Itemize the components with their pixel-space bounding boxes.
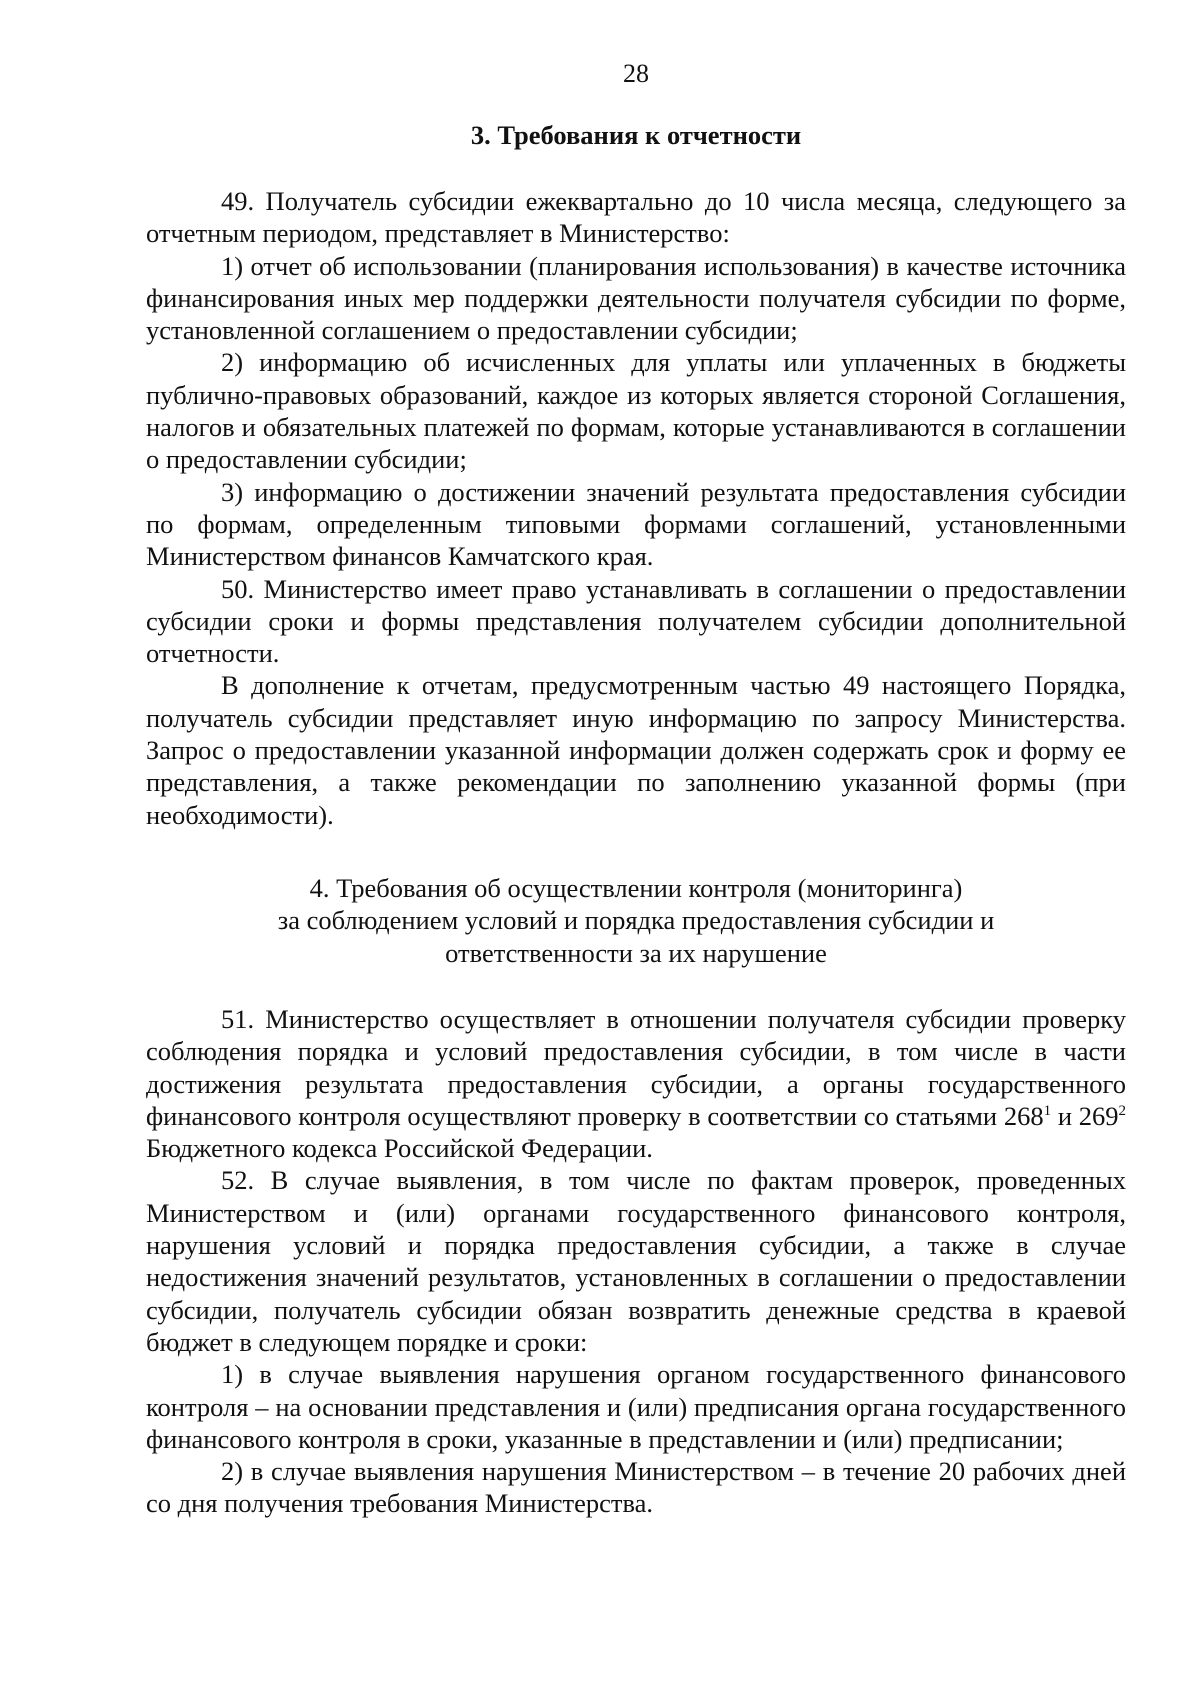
section-4-heading-line-2: за соблюдением условий и порядка предоставления субсидии и xyxy=(277,905,995,936)
paragraph-49-item-2: 2) информацию об исчисленных для уплаты или уплаченных в бюджеты публично-правовых образований, каждое из которых является стороной Соглашения, налогов и обязательных платежей по формам, которые устанавливаются в соглашении о предоставлении субсидии; xyxy=(146,347,1126,475)
paragraph-49: 49. Получатель субсидии ежеквартально до 10 числа месяца, следующего за отчетным периодом, представляет в Министерство: xyxy=(146,186,1126,249)
article-269-number: 269 xyxy=(1078,1100,1119,1131)
paragraph-51-text-end: Бюджетного кодекса Российской Федерации. xyxy=(146,1133,653,1164)
paragraph-52: 52. В случае выявления, в том числе по фактам проверок, проведенных Министерством и (или) органами государственного финансового контроля, нарушения условий и порядка предоставления субсидии, а также в случае недостижения значений результатов, установленных в соглашении о предоставлении субсидии, получатель субсидии обязан возвратить денежные средства в краевой бюджет в следующем порядке и сроки: xyxy=(146,1165,1126,1357)
section-4-heading xyxy=(146,872,1126,969)
paragraph-49-item-1: 1) отчет об использовании (планирования использования) в качестве источника финансирования иных мер поддержки деятельности получателя субсидии по форме, установленной соглашением о предоставлении субсидии; xyxy=(146,250,1126,346)
paragraph-49-item-3: 3) информацию о достижении значений результата предоставления субсидии по формам, определенным типовыми формами соглашений, установленными Министерством финансов Камчатского края. xyxy=(146,476,1126,572)
section-4-heading-line-1: 4. Требования об осуществлении контроля (мониторинга) xyxy=(309,873,963,903)
paragraph-51-text-start: 51. Министерство осуществляет в отношении получателя субсидии проверку соблюдения порядка и условий предоставления субсидии, в том числе в части достижения результата предоставления субсидии, а органы государственного финансового контроля осуществляют проверку в соответствии со статьями xyxy=(146,1004,1126,1131)
article-268-number: 268 xyxy=(1003,1100,1044,1131)
paragraph-50: 50. Министерство имеет право устанавливать в соглашении о предоставлении субсидии сроки и формы представления получателем субсидии дополнительной отчетности. xyxy=(146,573,1126,669)
section-3-body xyxy=(146,185,1126,831)
section-4-body xyxy=(146,1003,1126,1520)
paragraph-50-addition: В дополнение к отчетам, предусмотренным частью 49 настоящего Порядка, получатель субсидии представляет иную информацию по запросу Министерства. Запрос о предоставлении указанной информации должен содержать срок и форму ее представления, а также рекомендации по заполнению указанной формы (при необходимости). xyxy=(146,670,1126,830)
paragraph-52-item-1: 1) в случае выявления нарушения органом государственного финансового контроля – на основании представления и (или) предписания органа государственного финансового контроля в сроки, указанные в представлении и (или) предписании; xyxy=(146,1359,1126,1454)
paragraph-52-item-2: 2) в случае выявления нарушения Министерством – в течение 20 рабочих дней со дня получения требования Министерства. xyxy=(146,1456,1126,1519)
paragraph-51-conjunction: и xyxy=(1051,1100,1079,1131)
section-4-heading-line-3: ответственности за их нарушение xyxy=(445,937,827,968)
article-269-superscript: 2 xyxy=(1118,1103,1126,1120)
section-3-heading: 3. Требования к отчетности xyxy=(470,120,802,150)
paragraph-51 xyxy=(146,1003,1126,1164)
page-number: 28 xyxy=(623,59,649,88)
article-268-superscript: 1 xyxy=(1043,1103,1052,1120)
